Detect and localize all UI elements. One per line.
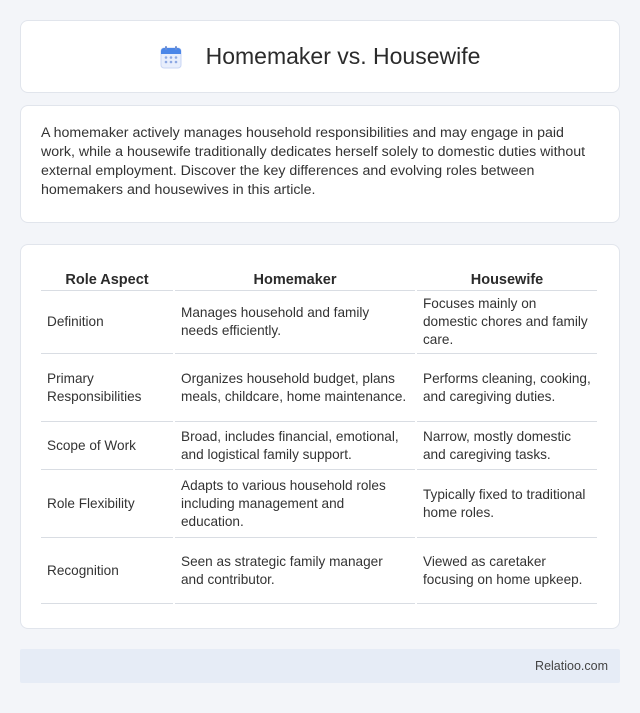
homemaker-cell: Adapts to various household roles including management and education. xyxy=(175,470,415,538)
row-label: Definition xyxy=(41,291,173,354)
housewife-cell: Focuses mainly on domestic chores and family care. xyxy=(417,291,597,354)
table-row xyxy=(41,291,597,354)
homemaker-cell: Manages household and family needs efficiently. xyxy=(175,291,415,354)
column-header-homemaker: Homemaker xyxy=(175,263,415,291)
calendar-icon xyxy=(160,45,182,69)
housewife-cell: Viewed as caretaker focusing on home upkeep. xyxy=(417,538,597,604)
row-label: Scope of Work xyxy=(41,422,173,470)
homemaker-cell: Organizes household budget, plans meals, childcare, home maintenance. xyxy=(175,354,415,422)
row-label: Primary Responsibilities xyxy=(41,354,173,422)
housewife-cell: Performs cleaning, cooking, and caregiving duties. xyxy=(417,354,597,422)
footer-site-name[interactable]: Relatioo.com xyxy=(535,659,608,673)
table-row xyxy=(41,422,597,470)
intro-paragraph: A homemaker actively manages household responsibilities and may engage in paid work, while a housewife traditionally dedicates herself solely to domestic duties without external employment. Discover the key differences and evolving roles between homemakers and housewives in this article. xyxy=(41,125,586,198)
housewife-cell: Narrow, mostly domestic and caregiving tasks. xyxy=(417,422,597,470)
page-title: Homemaker vs. Housewife xyxy=(205,43,481,69)
row-label: Recognition xyxy=(41,538,173,604)
intro-card xyxy=(20,105,620,223)
comparison-table-card xyxy=(20,244,620,629)
footer xyxy=(20,649,620,683)
comparison-table xyxy=(39,263,599,604)
table-header-row xyxy=(41,263,597,291)
table-row xyxy=(41,470,597,538)
column-header-role-aspect: Role Aspect xyxy=(41,263,173,291)
homemaker-cell: Broad, includes financial, emotional, and logistical family support. xyxy=(175,422,415,470)
homemaker-cell: Seen as strategic family manager and contributor. xyxy=(175,538,415,604)
title-card xyxy=(20,20,620,93)
table-row xyxy=(41,538,597,604)
column-header-housewife: Housewife xyxy=(417,263,597,291)
table-row xyxy=(41,354,597,422)
housewife-cell: Typically fixed to traditional home roles. xyxy=(417,470,597,538)
row-label: Role Flexibility xyxy=(41,470,173,538)
